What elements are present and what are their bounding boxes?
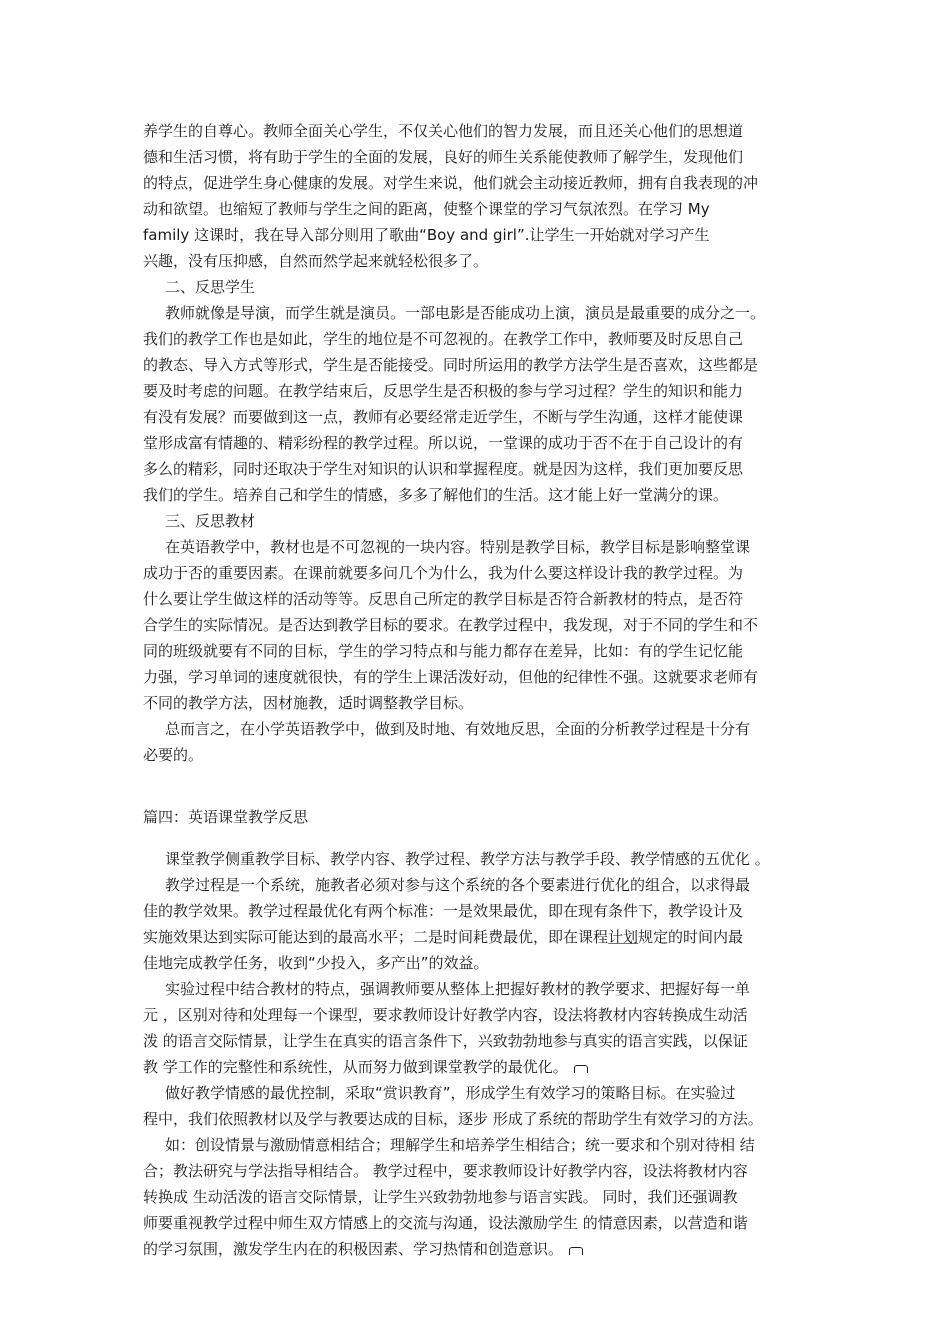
text-line: 不同的教学方法，因材施教，适时调整教学目标。 [143,694,474,712]
text-line: 合；教法研究与学法指导相结合。 教学过程中，要求教师设计好教学内容，设法将教材内容 [143,1162,748,1180]
text-line: 师要重视教学过程中师生双方情感上的交流与沟通，设法激励学生 的情意因素，以营造和谐 [143,1214,748,1232]
article-title: 篇四：英语课堂教学反思 [143,808,309,826]
text-line: 元 ，区别对待和处理每一个课型，要求教师设计好教学内容，设法将教材内容转换成生动活 [143,1006,748,1024]
text-line: 养学生的自尊心。教师全面关心学生，不仅关心他们的智力发展，而且还关心他们的思想道 [143,122,744,140]
text-line: 多么的精彩，同时还取决于学生对知识的认识和掌握程度。就是因为这样，我们更加要反思 [143,460,744,478]
text-line: 什么要让学生做这样的活动等等。反思自己所定的教学目标是否符合新教材的特点，是否符 [143,590,744,608]
text-line: 课堂教学侧重教学目标、教学内容、教学过程、教学方法与教学手段、教学情感的五优化 。 [165,850,770,868]
text-line: 动和欲望。也缩短了教师与学生之间的距离，使整个课堂的学习气氛浓烈。在学习 My [143,200,710,218]
text-line: 教师就像是导演，而学生就是演员。一部电影是否能成功上演，演员是最重要的成分之一。 [165,304,766,322]
text-line: 程中，我们依照教材以及学与教要达成的目标，逐步 形成了系统的帮助学生有效学习的方法。 [143,1110,763,1128]
text-segment: 的学习氛围，激发学生内在的积极因素、学习热情和创造意识。 [143,1240,564,1258]
text-line: 在英语教学中，教材也是不可忽视的一块内容。特别是教学目标，教学目标是影响整堂课 [165,538,751,556]
text-line: 如：创设情景与激励情意相结合；理解学生和培养学生相结合；统一要求和个别对待相 结 [165,1136,755,1154]
section-heading: 二、反思学生 [165,278,256,296]
text-line: 佳地完成教学任务，收到“少投入，多产出”的效益。 [143,954,489,972]
text-segment: 实施效果达到实际可能达到的最高水平；二是时间耗费最优，即在课程 [143,928,609,946]
text-segment: 规定的时间内最 [638,928,744,946]
text-line [143,1238,583,1260]
text-line: 的特点，促进学生身心健康的发展。对学生来说，他们就会主动接近教师，拥有自我表现的冲 [143,174,759,192]
text-line [143,1056,588,1078]
text-line: 教学过程是一个系统，施教者必须对参与这个系统的各个要素进行优化的组合，以求得最 [165,876,751,894]
text-line: 堂形成富有情趣的、精彩纷程的教学过程。所以说，一堂课的成功于否不在于自己设计的有 [143,434,744,452]
text-line: 力强，学习单词的速度就很快，有的学生上课活泼好动，但他的纪律性不强。这就要求老师有 [143,668,759,686]
text-line: 德和生活习惯，将有助于学生的全面的发展，良好的师生关系能使教师了解学生，发现他们 [143,148,744,166]
text-line: 我们的教学工作也是如此，学生的地位是不可忽视的。在教学工作中，教师要及时反思自己 [143,330,744,348]
text-line [143,926,743,948]
text-line: 的教态、导入方式等形式，学生是否能接受。同时所运用的教学方法学生是否喜欢，这些都是 [143,356,759,374]
return-mark-icon [574,1065,588,1073]
text-line: 合学生的实际情况。是否达到教学目标的要求。在教学过程中，我发现，对于不同的学生和不 [143,616,759,634]
text-line: 我们的学生。培养自己和学生的情感，多多了解他们的生活。这才能上好一堂满分的课。 [143,486,729,504]
text-line: 成功于否的重要因素。在课前就要多问几个为什么，我为什么要这样设计我的教学过程。为 [143,564,744,582]
text-segment: 教 学工作的完整性和系统性，从而努力做到课堂教学的最优化。 [143,1058,568,1076]
plan-link[interactable]: 计划 [608,928,639,946]
text-line: 泼 的语言交际情景，让学生在真实的语言条件下，兴致勃勃地参与真实的语言实践，以保证 [143,1032,748,1050]
text-line: 有没有发展？而要做到这一点，教师有必要经常走近学生，不断与学生沟通，这样才能使课 [143,408,744,426]
text-line: 兴趣，没有压抑感，自然而然学起来就轻松很多了。 [143,252,489,270]
text-line: 必要的。 [143,746,204,764]
text-line: 要及时考虑的问题。在教学结束后，反思学生是否积极的参与学习过程？学生的知识和能力 [143,382,744,400]
text-line: 总而言之，在小学英语教学中，做到及时地、有效地反思，全面的分析教学过程是十分有 [165,720,751,738]
text-line: 转换成 生动活泼的语言交际情景，让学生兴致勃勃地参与语言实践。 同时，我们还强调教 [143,1188,738,1206]
text-line: 做好教学情感的最优控制，采取“赏识教育”，形成学生有效学习的策略目标。在实验过 [165,1084,736,1102]
text-line: 佳的教学效果。教学过程最优化有两个标准：一是效果最优，即在现有条件下，教学设计及 [143,902,744,920]
return-mark-icon [569,1247,583,1255]
text-line: 同的班级就要有不同的目标，学生的学习特点和与能力都存在差异，比如：有的学生记忆能 [143,642,744,660]
text-line: family 这课时，我在导入部分则用了歌曲“Boy and girl”.让学生一开始就对学习产生 [143,226,710,244]
text-line: 实验过程中结合教材的特点，强调教师要从整体上把握好教材的教学要求、把握好每一单 [165,980,751,998]
section-heading: 三、反思教材 [165,512,256,530]
